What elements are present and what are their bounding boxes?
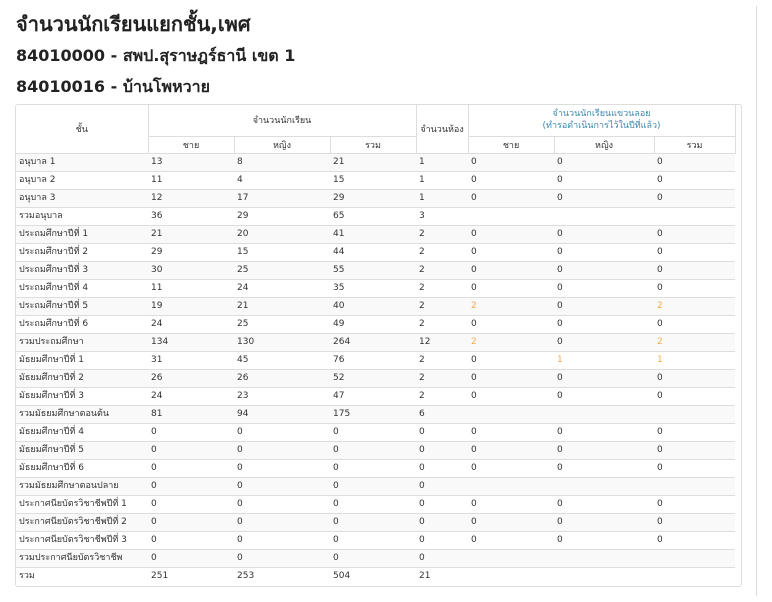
cell-dropout-total: 0 — [654, 495, 735, 513]
cell-grade: อนุบาล 2 — [16, 171, 148, 189]
cell-total: 41 — [330, 225, 416, 243]
header-dropout-female: หญิง — [554, 136, 654, 153]
cell-dropout-total: 2 — [654, 297, 735, 315]
cell-male: 24 — [148, 387, 234, 405]
cell-dropout-total: 0 — [654, 441, 735, 459]
cell-dropout-male: 0 — [468, 225, 554, 243]
cell-female: 23 — [234, 387, 330, 405]
cell-female: 94 — [234, 405, 330, 423]
cell-rooms: 0 — [416, 459, 468, 477]
cell-female: 8 — [234, 153, 330, 171]
page-edge-line — [756, 6, 757, 596]
cell-dropout-female — [554, 405, 654, 423]
cell-male: 0 — [148, 477, 234, 495]
cell-male: 251 — [148, 567, 234, 585]
cell-rooms: 2 — [416, 225, 468, 243]
cell-dropout-total — [654, 549, 735, 567]
cell-dropout-female — [554, 477, 654, 495]
cell-dropout-total: 0 — [654, 531, 735, 549]
header-students: จำนวนนักเรียน — [148, 105, 416, 136]
table-row — [16, 189, 735, 207]
table-row — [16, 315, 735, 333]
cell-dropout-total: 0 — [654, 423, 735, 441]
cell-total: 0 — [330, 495, 416, 513]
table-row — [16, 279, 735, 297]
cell-dropout-total — [654, 567, 735, 585]
cell-dropout-total: 0 — [654, 225, 735, 243]
cell-female: 29 — [234, 207, 330, 225]
cell-dropout-female: 0 — [554, 297, 654, 315]
cell-dropout-male: 0 — [468, 495, 554, 513]
cell-male: 36 — [148, 207, 234, 225]
cell-dropout-male: 0 — [468, 261, 554, 279]
cell-total: 65 — [330, 207, 416, 225]
cell-dropout-male: 0 — [468, 459, 554, 477]
cell-grade: ประกาศนียบัตรวิชาชีพปีที่ 1 — [16, 495, 148, 513]
cell-dropout-female: 0 — [554, 315, 654, 333]
cell-grade: รวม — [16, 567, 148, 585]
header-dropout-note: (ทำรอดำเนินการไว้ในปีที่แล้ว) — [542, 121, 661, 132]
cell-dropout-male — [468, 477, 554, 495]
header-dropout-label: จำนวนนักเรียนแขวนลอย — [552, 109, 651, 120]
cell-rooms: 0 — [416, 513, 468, 531]
cell-dropout-female — [554, 549, 654, 567]
cell-female: 0 — [234, 513, 330, 531]
cell-dropout-female: 0 — [554, 189, 654, 207]
cell-dropout-male — [468, 549, 554, 567]
cell-grade: มัธยมศึกษาปีที่ 3 — [16, 387, 148, 405]
table-row — [16, 171, 735, 189]
cell-dropout-female: 0 — [554, 225, 654, 243]
cell-rooms: 0 — [416, 441, 468, 459]
cell-dropout-male — [468, 567, 554, 585]
cell-grade: มัธยมศึกษาปีที่ 2 — [16, 369, 148, 387]
cell-rooms: 12 — [416, 333, 468, 351]
cell-total: 264 — [330, 333, 416, 351]
area-heading: 84010000 - สพป.สุราษฎร์ธานี เขต 1 — [16, 46, 296, 65]
table-row — [16, 441, 735, 459]
cell-grade: มัธยมศึกษาปีที่ 5 — [16, 441, 148, 459]
table-row — [16, 477, 735, 495]
cell-female: 0 — [234, 477, 330, 495]
cell-female: 0 — [234, 495, 330, 513]
cell-male: 0 — [148, 513, 234, 531]
cell-dropout-female: 1 — [554, 351, 654, 369]
cell-male: 11 — [148, 279, 234, 297]
cell-rooms: 2 — [416, 351, 468, 369]
header-rooms: จำนวนห้อง — [416, 105, 468, 153]
cell-dropout-male: 0 — [468, 513, 554, 531]
cell-dropout-male: 0 — [468, 351, 554, 369]
cell-male: 24 — [148, 315, 234, 333]
cell-dropout-female — [554, 207, 654, 225]
cell-grade: ประถมศึกษาปีที่ 6 — [16, 315, 148, 333]
table-row — [16, 549, 735, 567]
cell-grade: รวมมัธยมศึกษาตอนปลาย — [16, 477, 148, 495]
cell-rooms: 0 — [416, 531, 468, 549]
page-title: จำนวนนักเรียนแยกชั้น,เพศ — [16, 12, 251, 36]
cell-dropout-total: 0 — [654, 243, 735, 261]
cell-dropout-female: 0 — [554, 531, 654, 549]
cell-dropout-male: 2 — [468, 297, 554, 315]
cell-dropout-female: 0 — [554, 261, 654, 279]
cell-dropout-male: 0 — [468, 279, 554, 297]
cell-dropout-male: 0 — [468, 153, 554, 171]
table-row — [16, 297, 735, 315]
table-row — [16, 495, 735, 513]
cell-female: 130 — [234, 333, 330, 351]
cell-dropout-total: 2 — [654, 333, 735, 351]
cell-grade: อนุบาล 3 — [16, 189, 148, 207]
table-row — [16, 369, 735, 387]
cell-grade: มัธยมศึกษาปีที่ 4 — [16, 423, 148, 441]
cell-female: 0 — [234, 423, 330, 441]
cell-rooms: 2 — [416, 243, 468, 261]
cell-female: 25 — [234, 315, 330, 333]
cell-dropout-male: 0 — [468, 243, 554, 261]
cell-grade: อนุบาล 1 — [16, 153, 148, 171]
table-row — [16, 405, 735, 423]
cell-dropout-total: 0 — [654, 153, 735, 171]
cell-grade: มัธยมศึกษาปีที่ 1 — [16, 351, 148, 369]
cell-dropout-female: 0 — [554, 459, 654, 477]
cell-dropout-female: 0 — [554, 423, 654, 441]
cell-dropout-total: 1 — [654, 351, 735, 369]
cell-total: 0 — [330, 477, 416, 495]
table-row — [16, 387, 735, 405]
cell-male: 19 — [148, 297, 234, 315]
cell-male: 0 — [148, 441, 234, 459]
cell-male: 81 — [148, 405, 234, 423]
cell-dropout-total: 0 — [654, 459, 735, 477]
cell-grade: ประถมศึกษาปีที่ 4 — [16, 279, 148, 297]
cell-male: 21 — [148, 225, 234, 243]
cell-dropout-total: 0 — [654, 513, 735, 531]
cell-rooms: 2 — [416, 315, 468, 333]
cell-male: 12 — [148, 189, 234, 207]
students-table — [16, 105, 736, 585]
cell-male: 0 — [148, 459, 234, 477]
cell-total: 40 — [330, 297, 416, 315]
cell-total: 29 — [330, 189, 416, 207]
cell-dropout-male: 0 — [468, 423, 554, 441]
cell-rooms: 2 — [416, 387, 468, 405]
cell-dropout-male: 0 — [468, 315, 554, 333]
cell-male: 0 — [148, 531, 234, 549]
cell-dropout-female — [554, 567, 654, 585]
cell-rooms: 2 — [416, 279, 468, 297]
table-row — [16, 153, 735, 171]
cell-dropout-total: 0 — [654, 261, 735, 279]
cell-dropout-female: 0 — [554, 153, 654, 171]
cell-total: 0 — [330, 423, 416, 441]
cell-dropout-female: 0 — [554, 513, 654, 531]
cell-rooms: 1 — [416, 171, 468, 189]
cell-female: 45 — [234, 351, 330, 369]
cell-total: 0 — [330, 513, 416, 531]
cell-grade: ประกาศนียบัตรวิชาชีพปีที่ 3 — [16, 531, 148, 549]
cell-total: 0 — [330, 459, 416, 477]
table-row — [16, 423, 735, 441]
table-row — [16, 567, 735, 585]
cell-dropout-female: 0 — [554, 171, 654, 189]
cell-rooms: 2 — [416, 261, 468, 279]
cell-female: 4 — [234, 171, 330, 189]
cell-male: 0 — [148, 495, 234, 513]
cell-total: 49 — [330, 315, 416, 333]
cell-total: 21 — [330, 153, 416, 171]
header-dropout-male: ชาย — [468, 136, 554, 153]
cell-male: 13 — [148, 153, 234, 171]
header-students-total: รวม — [330, 136, 416, 153]
table-row — [16, 261, 735, 279]
cell-dropout-male: 2 — [468, 333, 554, 351]
header-grade: ชั้น — [16, 105, 148, 153]
cell-total: 0 — [330, 441, 416, 459]
cell-dropout-total: 0 — [654, 189, 735, 207]
cell-dropout-male: 0 — [468, 387, 554, 405]
table-row — [16, 459, 735, 477]
cell-rooms: 0 — [416, 423, 468, 441]
cell-male: 26 — [148, 369, 234, 387]
cell-dropout-male: 0 — [468, 189, 554, 207]
cell-female: 0 — [234, 441, 330, 459]
cell-total: 47 — [330, 387, 416, 405]
table-row — [16, 531, 735, 549]
table-row — [16, 333, 735, 351]
cell-female: 0 — [234, 531, 330, 549]
cell-total: 44 — [330, 243, 416, 261]
header-dropout — [468, 105, 735, 136]
header-students-female: หญิง — [234, 136, 330, 153]
cell-female: 25 — [234, 261, 330, 279]
cell-rooms: 0 — [416, 549, 468, 567]
cell-dropout-female: 0 — [554, 279, 654, 297]
cell-dropout-total — [654, 207, 735, 225]
cell-dropout-female: 0 — [554, 387, 654, 405]
cell-total: 15 — [330, 171, 416, 189]
cell-total: 0 — [330, 531, 416, 549]
cell-dropout-male — [468, 207, 554, 225]
cell-dropout-male — [468, 405, 554, 423]
cell-dropout-total — [654, 477, 735, 495]
table-row — [16, 243, 735, 261]
cell-female: 15 — [234, 243, 330, 261]
cell-dropout-female: 0 — [554, 333, 654, 351]
cell-dropout-male: 0 — [468, 441, 554, 459]
cell-male: 11 — [148, 171, 234, 189]
cell-male: 29 — [148, 243, 234, 261]
cell-male: 0 — [148, 423, 234, 441]
cell-dropout-total: 0 — [654, 387, 735, 405]
cell-rooms: 2 — [416, 297, 468, 315]
table-row — [16, 513, 735, 531]
table-row — [16, 225, 735, 243]
cell-female: 0 — [234, 459, 330, 477]
table-row — [16, 207, 735, 225]
cell-dropout-total: 0 — [654, 369, 735, 387]
cell-dropout-male: 0 — [468, 531, 554, 549]
cell-rooms: 21 — [416, 567, 468, 585]
cell-grade: รวมประถมศึกษา — [16, 333, 148, 351]
cell-dropout-female: 0 — [554, 243, 654, 261]
students-table-panel — [15, 104, 742, 587]
cell-dropout-total: 0 — [654, 279, 735, 297]
cell-dropout-male: 0 — [468, 369, 554, 387]
table-row — [16, 351, 735, 369]
cell-total: 55 — [330, 261, 416, 279]
cell-female: 0 — [234, 549, 330, 567]
cell-grade: รวมประกาศนียบัตรวิชาชีพ — [16, 549, 148, 567]
cell-male: 30 — [148, 261, 234, 279]
cell-total: 35 — [330, 279, 416, 297]
cell-total: 52 — [330, 369, 416, 387]
header-students-male: ชาย — [148, 136, 234, 153]
cell-rooms: 6 — [416, 405, 468, 423]
cell-rooms: 2 — [416, 369, 468, 387]
cell-grade: ประถมศึกษาปีที่ 2 — [16, 243, 148, 261]
cell-dropout-male: 0 — [468, 171, 554, 189]
cell-grade: มัธยมศึกษาปีที่ 6 — [16, 459, 148, 477]
table-body — [16, 153, 735, 585]
cell-total: 0 — [330, 549, 416, 567]
cell-rooms: 1 — [416, 189, 468, 207]
cell-male: 31 — [148, 351, 234, 369]
cell-grade: รวมอนุบาล — [16, 207, 148, 225]
cell-rooms: 0 — [416, 477, 468, 495]
cell-female: 253 — [234, 567, 330, 585]
cell-male: 0 — [148, 549, 234, 567]
cell-total: 76 — [330, 351, 416, 369]
cell-rooms: 1 — [416, 153, 468, 171]
cell-female: 17 — [234, 189, 330, 207]
cell-dropout-total — [654, 405, 735, 423]
cell-female: 24 — [234, 279, 330, 297]
cell-grade: ประถมศึกษาปีที่ 1 — [16, 225, 148, 243]
school-heading: 84010016 - บ้านโพหวาย — [16, 77, 210, 96]
cell-female: 20 — [234, 225, 330, 243]
header-dropout-total: รวม — [654, 136, 735, 153]
cell-total: 504 — [330, 567, 416, 585]
cell-rooms: 0 — [416, 495, 468, 513]
cell-grade: ประกาศนียบัตรวิชาชีพปีที่ 2 — [16, 513, 148, 531]
cell-grade: ประถมศึกษาปีที่ 5 — [16, 297, 148, 315]
cell-male: 134 — [148, 333, 234, 351]
cell-rooms: 3 — [416, 207, 468, 225]
cell-dropout-total: 0 — [654, 315, 735, 333]
cell-dropout-total: 0 — [654, 171, 735, 189]
cell-female: 26 — [234, 369, 330, 387]
cell-total: 175 — [330, 405, 416, 423]
cell-grade: ประถมศึกษาปีที่ 3 — [16, 261, 148, 279]
cell-female: 21 — [234, 297, 330, 315]
cell-grade: รวมมัธยมศึกษาตอนต้น — [16, 405, 148, 423]
cell-dropout-female: 0 — [554, 441, 654, 459]
cell-dropout-female: 0 — [554, 495, 654, 513]
cell-dropout-female: 0 — [554, 369, 654, 387]
